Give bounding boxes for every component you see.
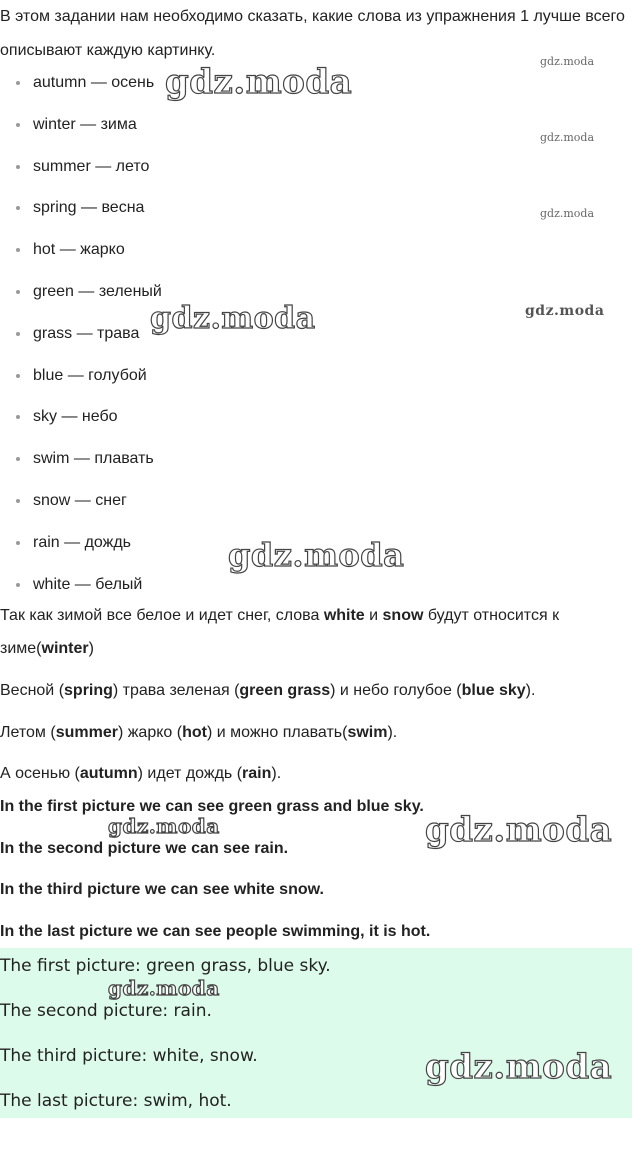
english-line-third: In the third picture we can see white snow. (0, 881, 324, 898)
watermark-logo: gdz.moda (228, 536, 405, 574)
list-item: green — зеленый (0, 271, 400, 313)
list-item: summer — лето (0, 146, 400, 188)
answer-second: The second picture: rain. (0, 1001, 212, 1021)
list-item: spring — весна (0, 187, 400, 229)
list-item: white — белый (0, 564, 400, 606)
paragraph-spring: Весной (spring) трава зеленая (green grass) и небо голубое (blue sky). (0, 682, 536, 699)
list-item: blue — голубой (0, 355, 400, 397)
watermark-logo: gdz.moda (150, 301, 316, 336)
paragraph-autumn: А осенью (autumn) идет дождь (rain). (0, 765, 282, 782)
watermark-logo: gdz.moda (108, 976, 220, 1000)
english-line-last: In the last picture we can see people swimming, it is hot. (0, 923, 431, 940)
watermark-logo: gdz.moda (525, 303, 605, 319)
list-item: sky — небо (0, 396, 400, 438)
list-item: snow — снег (0, 480, 400, 522)
list-item: swim — плавать (0, 438, 400, 480)
watermark-logo: gdz.moda (425, 810, 613, 850)
watermark-logo: gdz.moda (165, 62, 353, 102)
intro-text: В этом задании нам необходимо сказать, какие слова из упражнения 1 лучше всего описывают каждую картинку. (0, 8, 625, 59)
answer-last: The last picture: swim, hot. (0, 1091, 232, 1111)
watermark-logo: gdz.moda (540, 131, 595, 144)
list-item: autumn — осень (0, 62, 400, 104)
list-item: grass — трава (0, 313, 400, 355)
list-item: rain — дождь (0, 522, 400, 564)
paragraph-winter: Так как зимой все белое и идет снег, слова white и snow будут относится к зиме(winter) (0, 607, 560, 657)
paragraph-summer: Летом (summer) жарко (hot) и можно плавать(swim). (0, 724, 398, 741)
list-item: hot — жарко (0, 229, 400, 271)
answer-first: The first picture: green grass, blue sky. (0, 956, 331, 976)
english-line-second: In the second picture we can see rain. (0, 840, 289, 857)
watermark-logo: gdz.moda (425, 1047, 613, 1087)
answer-third: The third picture: white, snow. (0, 1046, 258, 1066)
watermark-logo: gdz.moda (540, 207, 595, 220)
watermark-logo: gdz.moda (540, 55, 595, 68)
list-item: winter — зима (0, 104, 400, 146)
answer-box (0, 948, 632, 1118)
watermark-logo: gdz.moda (108, 814, 220, 838)
english-line-first: In the first picture we can see green grass and blue sky. (0, 798, 424, 815)
